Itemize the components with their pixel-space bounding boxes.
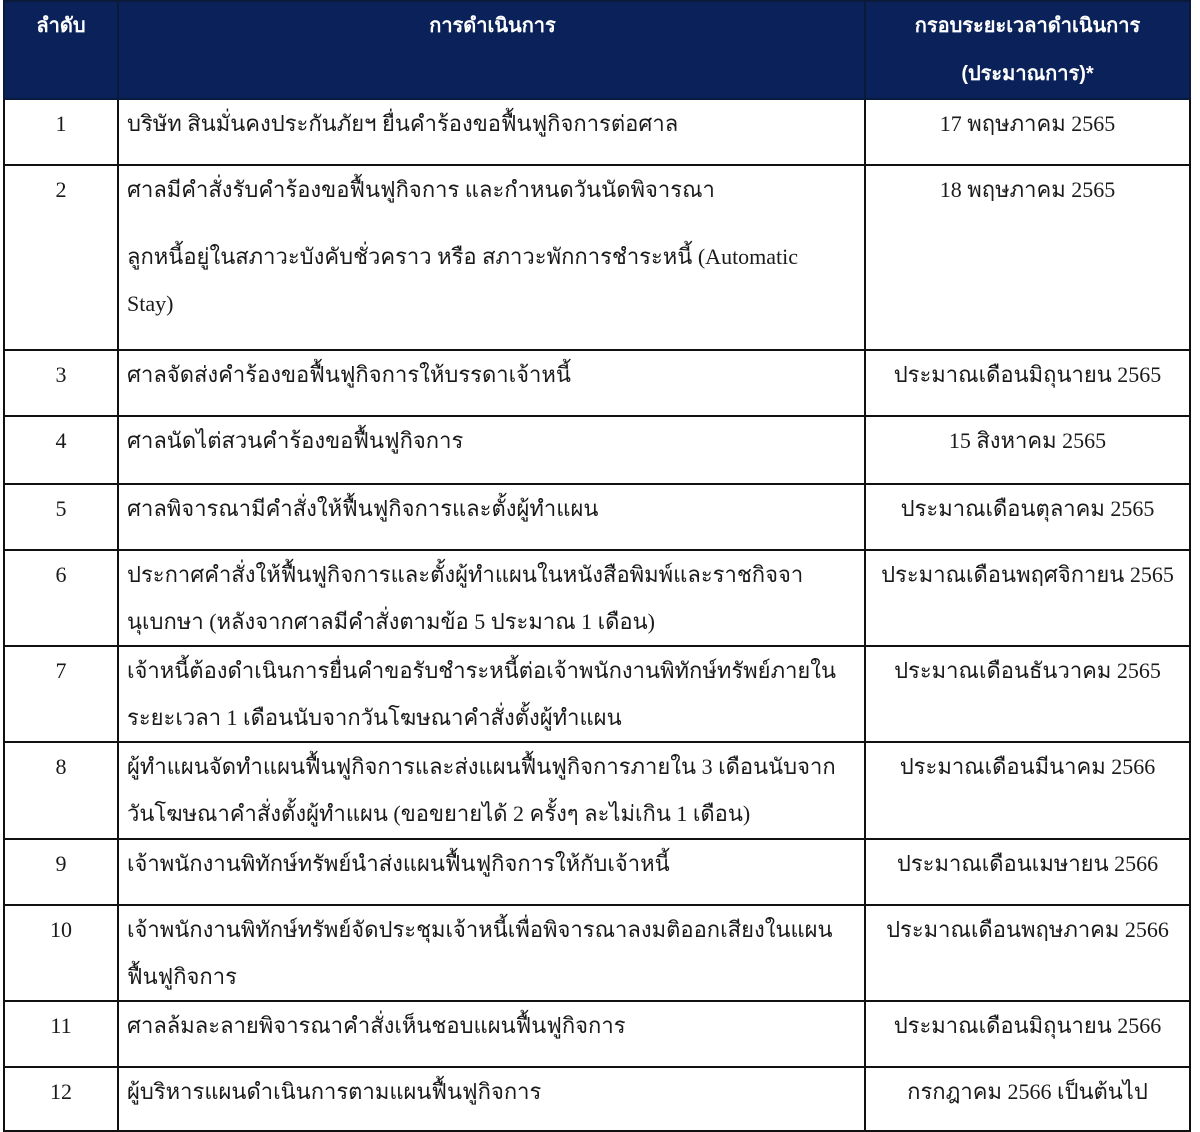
table-row — [4, 646, 1190, 742]
action-line: เจ้าหนี้ต้องดำเนินการยื่นคำขอรับชำระหนี้ต่อเจ้าพนักงานพิทักษ์ทรัพย์ภายใน — [127, 658, 837, 683]
row-action — [118, 646, 865, 742]
row-number: 3 — [4, 350, 118, 416]
header-no-label: ลำดับ — [36, 15, 86, 37]
table-row — [4, 1001, 1190, 1067]
rehabilitation-timeline-table — [3, 0, 1191, 1132]
header-timeframe-label: กรอบระยะเวลาดำเนินการ — [914, 15, 1141, 37]
action-line: Stay) — [127, 291, 174, 316]
row-timeframe: ประมาณเดือนพฤษภาคม 2566 — [865, 905, 1190, 1001]
row-number: 6 — [4, 550, 118, 646]
action-line: ประกาศคำสั่งให้ฟื้นฟูกิจการและตั้งผู้ทำแผนในหนังสือพิมพ์และราชกิจจา — [127, 562, 804, 587]
header-action-label: การดำเนินการ — [429, 15, 556, 37]
table-row — [4, 165, 1190, 350]
row-action — [118, 1067, 865, 1131]
header-timeframe — [865, 1, 1190, 99]
row-timeframe: 17 พฤษภาคม 2565 — [865, 99, 1190, 165]
row-number: 5 — [4, 484, 118, 550]
table-row — [4, 1067, 1190, 1131]
row-action — [118, 99, 865, 165]
row-action — [118, 839, 865, 905]
row-timeframe: กรกฎาคม 2566 เป็นต้นไป — [865, 1067, 1190, 1131]
row-number: 9 — [4, 839, 118, 905]
action-line: ลูกหนี้อยู่ในสภาวะบังคับชั่วคราว หรือ สภาวะพักการชำระหนี้ (Automatic — [127, 244, 799, 269]
row-timeframe: ประมาณเดือนมีนาคม 2566 — [865, 742, 1190, 839]
action-line: วันโฆษณาคำสั่งตั้งผู้ทำแผน (ขอขยายได้ 2 ครั้งๆ ละไม่เกิน 1 เดือน) — [127, 801, 751, 826]
row-timeframe: ประมาณเดือนเมษายน 2566 — [865, 839, 1190, 905]
table-header — [4, 1, 1190, 99]
header-timeframe-sublabel: (ประมาณการ)* — [961, 63, 1094, 85]
row-timeframe: ประมาณเดือนตุลาคม 2565 — [865, 484, 1190, 550]
table-row — [4, 416, 1190, 484]
row-number: 8 — [4, 742, 118, 839]
row-number: 10 — [4, 905, 118, 1001]
row-action — [118, 416, 865, 484]
action-line: ศาลนัดไต่สวนคำร้องขอฟื้นฟูกิจการ — [127, 428, 464, 453]
row-number: 11 — [4, 1001, 118, 1067]
row-timeframe: ประมาณเดือนธันวาคม 2565 — [865, 646, 1190, 742]
row-timeframe: 18 พฤษภาคม 2565 — [865, 165, 1190, 350]
row-timeframe: ประมาณเดือนพฤศจิกายน 2565 — [865, 550, 1190, 646]
action-line: เจ้าพนักงานพิทักษ์ทรัพย์จัดประชุมเจ้าหนี้เพื่อพิจารณาลงมติออกเสียงในแผน — [127, 917, 833, 942]
action-line: ศาลมีคำสั่งรับคำร้องขอฟื้นฟูกิจการ และกำหนดวันนัดพิจารณา — [127, 177, 715, 202]
header-no — [4, 1, 118, 99]
row-timeframe: ประมาณเดือนมิถุนายน 2565 — [865, 350, 1190, 416]
row-timeframe: ประมาณเดือนมิถุนายน 2566 — [865, 1001, 1190, 1067]
table-row — [4, 839, 1190, 905]
action-line: ศาลจัดส่งคำร้องขอฟื้นฟูกิจการให้บรรดาเจ้าหนี้ — [127, 362, 571, 387]
action-line: ฟื้นฟูกิจการ — [127, 964, 237, 989]
row-action — [118, 905, 865, 1001]
row-number: 4 — [4, 416, 118, 484]
action-line: ศาลล้มละลายพิจารณาคำสั่งเห็นชอบแผนฟื้นฟูกิจการ — [127, 1013, 626, 1038]
table-row — [4, 905, 1190, 1001]
table-row — [4, 350, 1190, 416]
row-action — [118, 350, 865, 416]
action-line: บริษัท สินมั่นคงประกันภัยฯ ยื่นคำร้องขอฟื้นฟูกิจการต่อศาล — [127, 111, 679, 136]
table-row — [4, 99, 1190, 165]
action-line: เจ้าพนักงานพิทักษ์ทรัพย์นำส่งแผนฟื้นฟูกิจการให้กับเจ้าหนี้ — [127, 851, 670, 876]
table-row — [4, 550, 1190, 646]
action-line: ผู้บริหารแผนดำเนินการตามแผนฟื้นฟูกิจการ — [127, 1079, 542, 1104]
row-action — [118, 550, 865, 646]
action-line: ศาลพิจารณามีคำสั่งให้ฟื้นฟูกิจการและตั้งผู้ทำแผน — [127, 496, 599, 521]
table-row — [4, 742, 1190, 839]
row-number: 7 — [4, 646, 118, 742]
action-line: นุเบกษา (หลังจากศาลมีคำสั่งตามข้อ 5 ประมาณ 1 เดือน) — [127, 609, 655, 634]
action-line: ระยะเวลา 1 เดือนนับจากวันโฆษณาคำสั่งตั้งผู้ทำแผน — [127, 705, 622, 730]
action-line: ผู้ทำแผนจัดทำแผนฟื้นฟูกิจการและส่งแผนฟื้นฟูกิจการภายใน 3 เดือนนับจาก — [127, 754, 836, 779]
row-action — [118, 1001, 865, 1067]
row-action — [118, 484, 865, 550]
row-number: 2 — [4, 165, 118, 350]
line-gap — [127, 213, 858, 233]
table-row — [4, 484, 1190, 550]
row-action — [118, 165, 865, 350]
row-timeframe: 15 สิงหาคม 2565 — [865, 416, 1190, 484]
row-number: 12 — [4, 1067, 118, 1131]
row-number: 1 — [4, 99, 118, 165]
row-action — [118, 742, 865, 839]
header-action — [118, 1, 865, 99]
